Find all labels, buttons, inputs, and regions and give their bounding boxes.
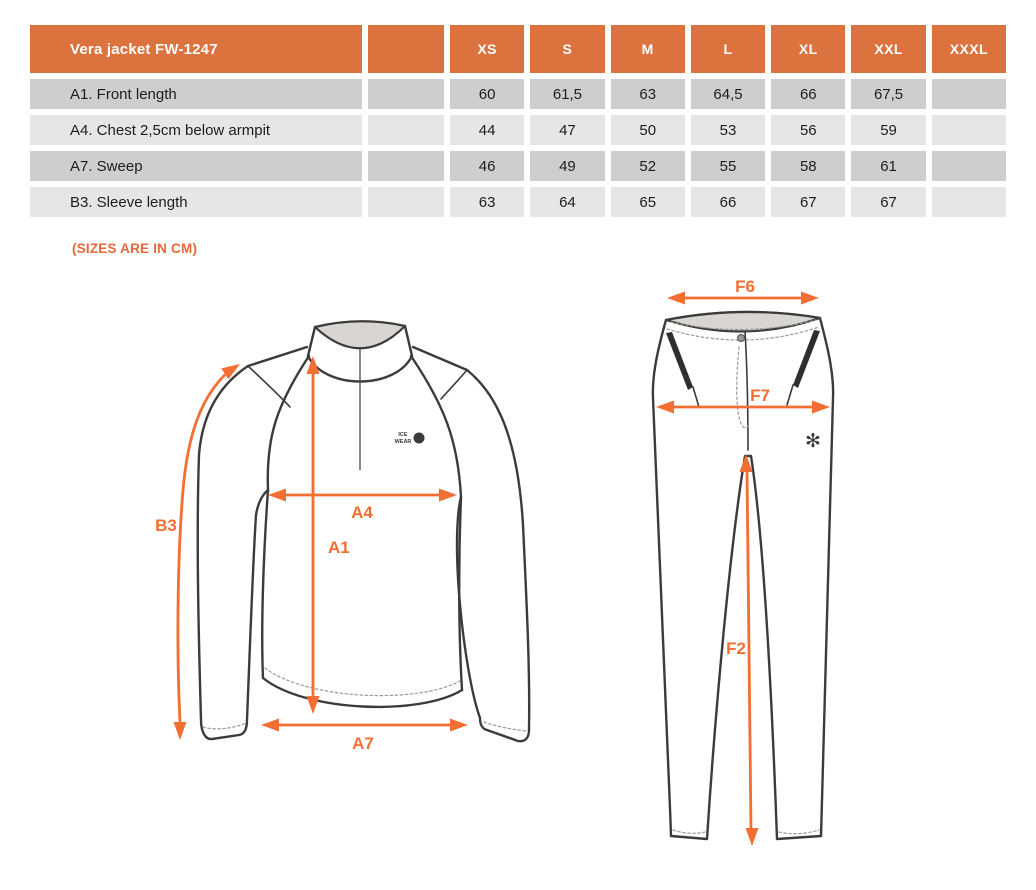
value-cell: 60 [450,79,524,109]
jacket-left-raglan-seam [268,356,309,490]
value-cell: 47 [530,115,604,145]
jacket-body-left-side [262,490,268,678]
pants-right-pocket [793,330,820,388]
pants-button [738,335,745,342]
pants-fly-center-line [745,331,748,450]
value-cell: 64,5 [691,79,765,109]
pants-f7-label: F7 [750,386,770,405]
jacket-right-shoulder [413,347,467,370]
value-cell: 63 [611,79,685,109]
arrowhead [268,489,286,502]
pants-left-pocket [666,332,693,390]
size-header-xs: XS [450,25,524,73]
jacket-right-raglan-seam [411,356,461,497]
value-cell: 56 [771,115,845,145]
pants-f2-inseam-arrow [726,454,758,846]
pants-waist-opening [666,312,820,332]
jacket-right-cuff-stitch [484,722,527,731]
jacket-a4-chest-arrow [268,489,457,523]
value-cell: 53 [691,115,765,145]
jacket-logo-snowflake-icon: ✻ [415,434,423,443]
pants-left-pocket-line [693,387,699,407]
pants-outline [653,312,833,839]
jacket-a7-sweep-arrow [261,719,468,754]
jacket-left-shoulder [248,347,307,366]
value-cell: 63 [450,187,524,217]
arrowhead [656,401,674,414]
arrowhead [450,719,468,732]
jacket-b3-label: B3 [155,516,177,535]
value-cell: 61,5 [530,79,604,109]
row-label-sweep: A7. Sweep [30,151,362,181]
pants-snowflake-logo-icon: ✻ [805,430,821,452]
arrowhead [261,719,279,732]
arrowhead [307,696,320,714]
jacket-right-sleeve [457,370,529,741]
size-header-xxxl: XXXL [932,25,1006,73]
jacket-drawing [155,321,529,753]
pants-right-pocket-line [787,385,793,405]
jacket-a7-label: A7 [352,734,374,753]
value-cell: 64 [530,187,604,217]
value-cell: 66 [771,79,845,109]
value-cell: 61 [851,151,925,181]
value-cell: 66 [691,187,765,217]
value-cell: 67 [851,187,925,217]
pants-left-hem-stitch [673,830,705,833]
jacket-logo-text-line1: ICE [398,432,408,438]
row-label-sleeve-length: B3. Sleeve length [30,187,362,217]
jacket-a4-label: A4 [351,503,373,522]
jacket-collar-left-edge [308,327,315,356]
arrowhead [439,489,457,502]
pants-f2-label: F2 [726,639,746,658]
size-header-s: S [530,25,604,73]
jacket-a1-front-length-arrow [307,356,350,714]
value-cell: 65 [611,187,685,217]
jacket-logo-text-line2: WEAR [394,439,412,445]
value-cell: 52 [611,151,685,181]
value-cell: 49 [530,151,604,181]
arrowhead [801,292,819,305]
pants-f6-label: F6 [735,277,755,296]
row-label-chest: A4. Chest 2,5cm below armpit [30,115,362,145]
value-cell: 44 [450,115,524,145]
jacket-left-yoke-seam [248,366,290,407]
value-cell: 46 [450,151,524,181]
jacket-left-cuff-stitch [203,723,246,729]
jacket-hem-stitch [265,668,460,696]
size-header-l: L [691,25,765,73]
jacket-left-sleeve [198,366,268,739]
jacket-right-yoke-seam [441,370,467,399]
value-cell: 67,5 [851,79,925,109]
value-cell: 50 [611,115,685,145]
pants-f6-waist-arrow [667,277,819,305]
value-cell: 58 [771,151,845,181]
row-label-front-length: A1. Front length [30,79,362,109]
pants-drawing [653,277,833,846]
jacket-a1-label: A1 [328,538,350,557]
size-header-xxl: XXL [851,25,925,73]
product-title-cell: Vera jacket FW-1247 [30,25,362,73]
value-cell: 67 [771,187,845,217]
value-cell: 55 [691,151,765,181]
jacket-collar-right-edge [405,326,412,356]
jacket-body-right-side [459,497,462,690]
arrowhead [174,722,187,740]
pants-f7-hip-arrow [656,386,830,414]
value-cell: 59 [851,115,925,145]
arrowhead [667,292,685,305]
arrowhead [746,828,759,846]
units-note: (SIZES ARE IN CM) [72,241,198,256]
arrowhead [812,401,830,414]
jacket-collar-opening [315,321,405,348]
pants-right-hem-stitch [779,830,819,834]
size-header-xl: XL [771,25,845,73]
size-header-m: M [611,25,685,73]
